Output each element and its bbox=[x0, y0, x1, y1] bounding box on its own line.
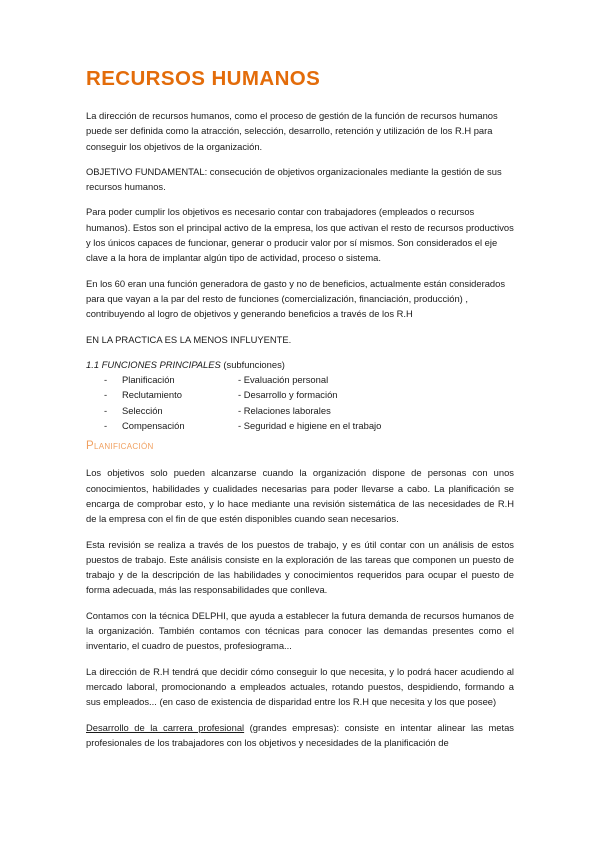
list-dash: - bbox=[104, 374, 108, 386]
subfunction-name: - Seguridad e higiene en el trabajo bbox=[238, 420, 382, 432]
functions-heading bbox=[86, 357, 514, 372]
planificacion-paragraph-3: Contamos con la técnica DELPHI, que ayuda a establecer la futura demanda de recursos humanos de la organización. También contamos con técnicas para conocer las demandas presentes como el inventario, el cuadro de puestos, profesiograma... bbox=[86, 609, 514, 652]
function-name: Compensación bbox=[122, 420, 185, 432]
function-name: Planificación bbox=[122, 374, 175, 386]
career-development-term: Desarrollo de la carrera profesional bbox=[86, 721, 245, 733]
planificacion-paragraph-1: Los objetivos solo pueden alcanzarse cuando la organización dispone de personas con unos conocimientos, habilidades y cualidades necesarias para poder llevarse a cabo. La planificación se encarga de comprobar esto, y lo hace mediante una revisión sistemática de las necesidades de R.H de la empresa con el fin de que estén disponibles cuando sean necesarios. bbox=[86, 467, 514, 525]
function-name: Reclutamiento bbox=[122, 389, 182, 401]
objective-paragraph: OBJETIVO FUNDAMENTAL: consecución de objetivos organizacionales mediante la gestión de sus recursos humanos. bbox=[86, 165, 502, 193]
list-dash: - bbox=[104, 404, 108, 416]
list-dash: - bbox=[104, 420, 108, 432]
planificacion-paragraph-4: La dirección de R.H tendrá que decidir cómo conseguir lo que necesita, y lo podrá hacer acudiendo al mercado laboral, promocionando a empleados actuales, rotando puestos, despidiendo, formando a sus empleados... (en caso de existencia de disparidad entre los R.H que necesita y los que posee) bbox=[86, 665, 514, 708]
list-item bbox=[86, 418, 514, 433]
career-development-text: (grandes empresas): consiste en intentar alinear las metas profesionales de los trabajadores con los objetivos y necesidades de la planificación de bbox=[86, 721, 514, 748]
page-title: RECURSOS HUMANOS bbox=[86, 67, 321, 90]
functions-suffix: (subfunciones) bbox=[220, 358, 285, 370]
functions-number: 1.1 bbox=[86, 358, 100, 370]
practice-paragraph: EN LA PRACTICA ES LA MENOS INFLUYENTE. bbox=[86, 333, 292, 345]
intro-paragraph: La dirección de recursos humanos, como el proceso de gestión de la función de recursos humanos puede ser definida como la atracción, selección, desarrollo, retención y utilización de los R.H para conseguir los objetivos de la organización. bbox=[86, 110, 498, 152]
list-dash: - bbox=[104, 389, 108, 401]
list-item bbox=[86, 403, 514, 418]
functions-list bbox=[86, 372, 514, 433]
subfunction-name: - Relaciones laborales bbox=[238, 404, 331, 416]
planificacion-paragraph-2: Esta revisión se realiza a través de los puestos de trabajo, y es útil contar con un análisis de estos puestos de trabajo. Este análisis consiste en la exploración de las tareas que componen un puesto de trabajo y de la descripción de las habilidades y conocimientos requeridos para ocupar el puesto de forma adecuada, más las responsabilidades que conlleva. bbox=[86, 538, 514, 596]
subfunction-name: - Evaluación personal bbox=[238, 374, 329, 386]
subfunction-name: - Desarrollo y formación bbox=[238, 389, 338, 401]
list-item bbox=[86, 372, 514, 387]
planificacion-heading: Planificación bbox=[86, 440, 154, 453]
functions-label: FUNCIONES PRINCIPALES bbox=[101, 358, 221, 370]
function-name: Selección bbox=[122, 404, 163, 416]
workers-paragraph: Para poder cumplir los objetivos es necesario contar con trabajadores (empleados o recursos humanos). Estos son el principal activo de la empresa, los que activan el resto de recursos productivos y los únicos capaces de funcionar, generar o producir valor por sí mismos. Son considerados el eje clave a la hora de implantar algún tipo de actividad, proceso o sistema. bbox=[86, 206, 514, 264]
history-paragraph: En los 60 eran una función generadora de gasto y no de beneficios, actualmente están considerados para que vayan a la par del resto de funciones (comercialización, financiación, producción) , contribuyendo al logro de objetivos y generando beneficios a través de los R.H bbox=[86, 277, 506, 320]
list-item bbox=[86, 387, 514, 402]
career-development-paragraph bbox=[86, 720, 514, 751]
